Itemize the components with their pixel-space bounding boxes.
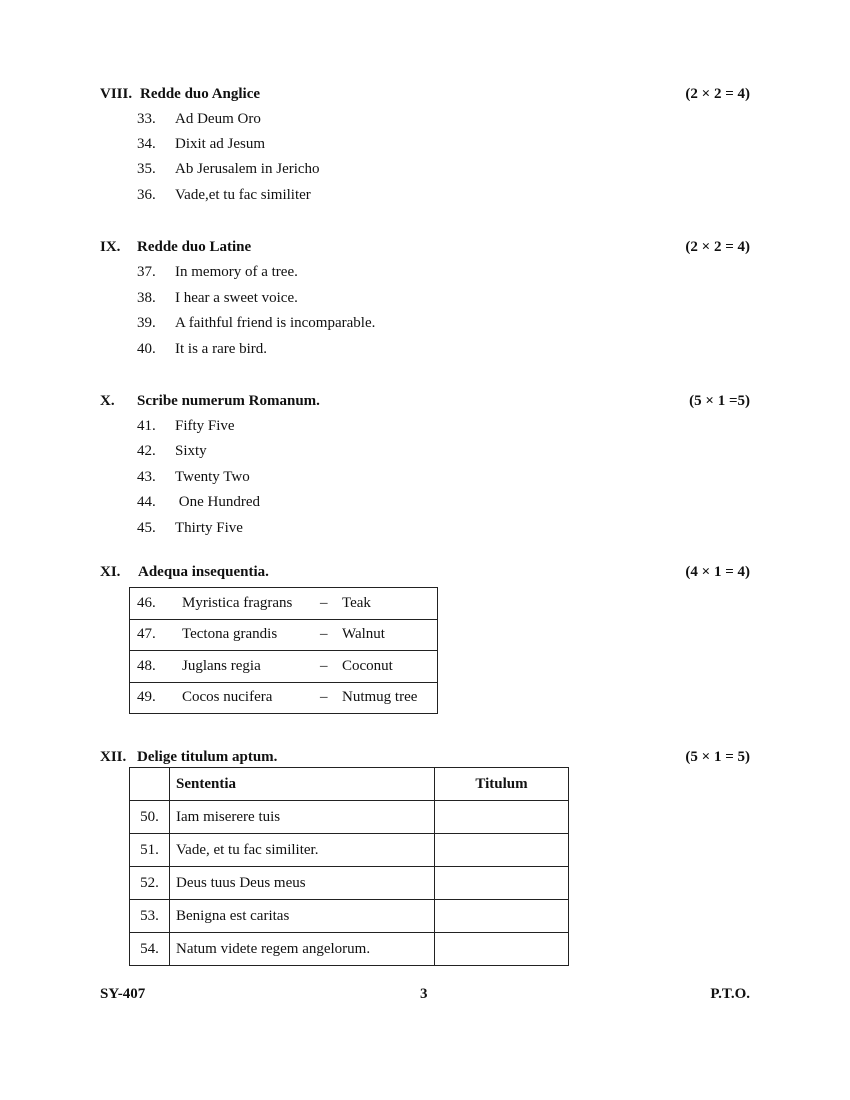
column-header (130, 768, 170, 801)
match-dash: – (320, 689, 328, 706)
question-number: 34. (137, 136, 156, 152)
table-row (130, 588, 438, 620)
match-dash: – (320, 657, 328, 674)
page-number: 3 (420, 986, 428, 1002)
table-row (130, 801, 569, 834)
match-right: Walnut (342, 626, 385, 643)
match-dash: – (320, 626, 328, 643)
question-text: Twenty Two (175, 469, 250, 485)
answer-cell (435, 867, 569, 900)
question-number: 53. (130, 900, 170, 933)
section-marks: (2 × 2 = 4) (685, 86, 750, 102)
section-marks: (2 × 2 = 4) (685, 239, 750, 255)
question-number: 43. (137, 469, 156, 485)
paper-code: SY-407 (100, 986, 146, 1002)
question-number: 41. (137, 418, 156, 434)
table-row (130, 682, 438, 714)
table-row (130, 867, 569, 900)
question-text: In memory of a tree. (175, 264, 298, 280)
match-left: Myristica fragrans (182, 594, 293, 611)
answer-cell (435, 933, 569, 966)
pto-label: P.T.O. (710, 986, 750, 1002)
question-text: A faithful friend is incomparable. (175, 315, 376, 331)
sentence-cell: Benigna est caritas (170, 900, 435, 933)
question-text: I hear a sweet voice. (175, 290, 298, 306)
section-title: Redde duo Latine (137, 239, 252, 255)
table-header-row (130, 768, 569, 801)
match-left: Tectona grandis (182, 626, 278, 643)
table-row (130, 619, 438, 651)
table-row (130, 900, 569, 933)
section-title: Redde duo Anglice (140, 86, 261, 102)
sentence-cell: Iam miserere tuis (170, 801, 435, 834)
question-text: It is a rare bird. (175, 341, 268, 357)
question-text: Sixty (175, 443, 207, 459)
question-text: Dixit ad Jesum (175, 136, 265, 152)
question-number: 38. (137, 290, 156, 306)
column-header: Titulum (435, 768, 569, 801)
section-title: Scribe numerum Romanum. (137, 393, 320, 409)
table-row (130, 933, 569, 966)
match-right: Nutmug tree (342, 689, 418, 706)
question-number: 44. (137, 494, 156, 510)
question-number: 46. (137, 594, 156, 611)
question-text: Fifty Five (175, 418, 235, 434)
question-number: 51. (130, 834, 170, 867)
match-left: Cocos nucifera (182, 689, 273, 706)
question-number: 37. (137, 264, 156, 280)
section-marks: (5 × 1 =5) (689, 393, 750, 409)
match-dash: – (320, 594, 328, 611)
match-left: Juglans regia (182, 657, 261, 674)
question-number: 47. (137, 626, 156, 643)
section-numeral: XI. (100, 564, 121, 580)
question-text: Vade,et tu fac similiter (175, 187, 311, 203)
table-row (130, 834, 569, 867)
section-numeral: VIII. (100, 86, 133, 102)
question-number: 48. (137, 657, 156, 674)
question-number: 49. (137, 689, 156, 706)
answer-cell (435, 900, 569, 933)
sentence-cell: Deus tuus Deus meus (170, 867, 435, 900)
answer-cell (435, 801, 569, 834)
match-right: Teak (342, 594, 371, 611)
title-table (129, 767, 569, 966)
question-number: 52. (130, 867, 170, 900)
section-title: Adequa insequentia. (138, 564, 269, 580)
section-numeral: IX. (100, 239, 121, 255)
answer-cell (435, 834, 569, 867)
question-number: 39. (137, 315, 156, 331)
section-numeral: X. (100, 393, 115, 409)
sentence-cell: Natum videte regem angelorum. (170, 933, 435, 966)
matching-table (129, 587, 438, 714)
question-number: 40. (137, 341, 156, 357)
section-marks: (5 × 1 = 5) (685, 749, 750, 765)
match-right: Coconut (342, 657, 393, 674)
question-number: 50. (130, 801, 170, 834)
section-numeral: XII. (100, 749, 127, 765)
question-number: 54. (130, 933, 170, 966)
section-marks: (4 × 1 = 4) (685, 564, 750, 580)
section-title: Delige titulum aptum. (137, 749, 278, 765)
column-header: Sententia (170, 768, 435, 801)
question-text: Thirty Five (175, 520, 243, 536)
question-number: 33. (137, 111, 156, 127)
question-text: Ad Deum Oro (175, 111, 261, 127)
question-number: 45. (137, 520, 156, 536)
question-text: One Hundred (175, 494, 260, 510)
table-row (130, 651, 438, 683)
question-text: Ab Jerusalem in Jericho (175, 161, 320, 177)
question-number: 35. (137, 161, 156, 177)
sentence-cell: Vade, et tu fac similiter. (170, 834, 435, 867)
question-number: 36. (137, 187, 156, 203)
question-number: 42. (137, 443, 156, 459)
